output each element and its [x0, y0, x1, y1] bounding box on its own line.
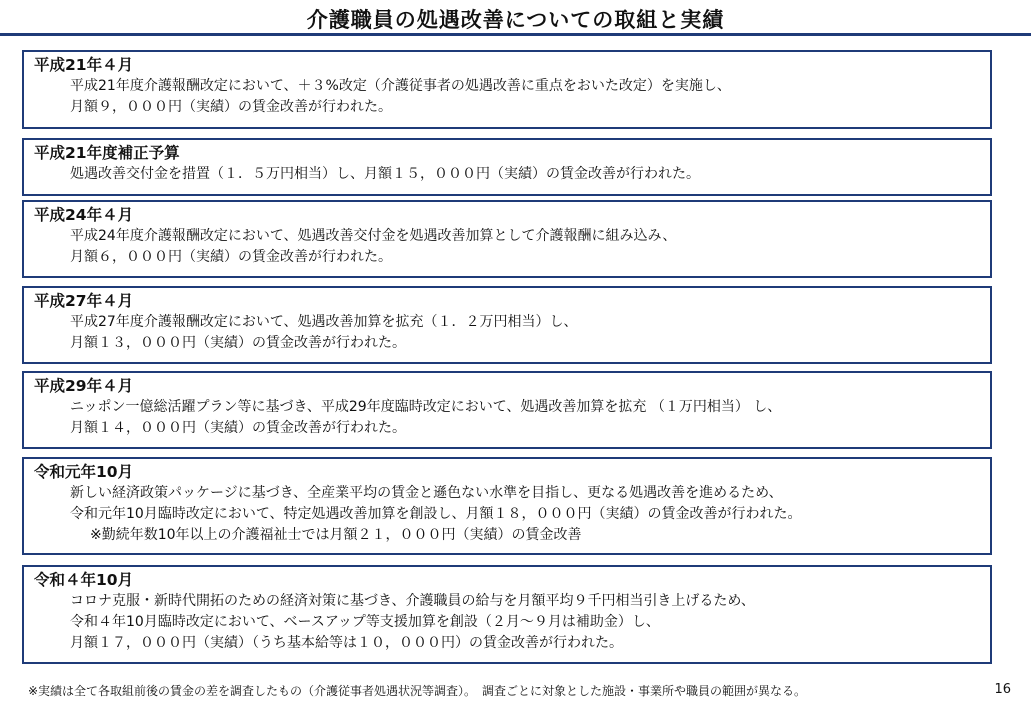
section-heading: 令和４年10月	[34, 571, 134, 589]
section-heading: 平成21年４月	[34, 56, 134, 74]
section-heading: 平成21年度補正予算	[34, 144, 180, 162]
section-line: 処遇改善交付金を措置（１．５万円相当）し、月額１５，０００円（実績）の賃金改善が行われた。	[70, 166, 700, 182]
section-heading: 令和元年10月	[34, 463, 134, 481]
section-line: 平成21年度介護報酬改定において、＋３%改定（介護従事者の処遇改善に重点をおいた改定）を実施し、	[70, 78, 731, 94]
section-line: 月額６，０００円（実績）の賃金改善が行われた。	[70, 249, 392, 265]
section-box-h24-april	[22, 200, 992, 278]
section-box-h21-april	[22, 50, 992, 129]
footnote: ※実績は全て各取組前後の賃金の差を調査したもの（介護従事者処遇状況等調査）。 調査ごとに対象とした施設・事業所や職員の範囲が異なる。	[28, 684, 807, 698]
section-line: 平成24年度介護報酬改定において、処遇改善交付金を処遇改善加算として介護報酬に組み込み、	[70, 228, 677, 244]
section-heading: 平成29年４月	[34, 377, 134, 395]
section-note: ※勤続年数10年以上の介護福祉士では月額２１，０００円（実績）の賃金改善	[90, 527, 582, 543]
section-line: 令和元年10月臨時改定において、特定処遇改善加算を創設し、月額１８，０００円（実績）の賃金改善が行われた。	[70, 506, 802, 522]
page-number: 16	[994, 682, 1011, 697]
title-underline	[0, 33, 1031, 36]
section-line: 平成27年度介護報酬改定において、処遇改善加算を拡充（１．２万円相当）し、	[70, 314, 578, 330]
page-title: 介護職員の処遇改善についての取組と実績	[306, 8, 725, 32]
section-box-r4-october	[22, 565, 992, 664]
section-line: コロナ克服・新時代開拓のための経済対策に基づき、介護職員の給与を月額平均９千円相当引き上げるため、	[70, 593, 755, 609]
section-line: 令和４年10月臨時改定において、ベースアップ等支援加算を創設（２月～９月は補助金）し、	[70, 614, 660, 630]
section-box-h27-april	[22, 286, 992, 364]
section-line: ニッポン一億総活躍プラン等に基づき、平成29年度臨時改定において、処遇改善加算を拡充 （１万円相当） し、	[70, 399, 782, 415]
section-box-h29-april	[22, 371, 992, 449]
section-line: 月額１７，０００円（実績）（うち基本給等は１０，０００円）の賃金改善が行われた。	[70, 635, 623, 651]
section-heading: 平成24年４月	[34, 206, 134, 224]
section-line: 月額９，０００円（実績）の賃金改善が行われた。	[70, 99, 392, 115]
section-heading: 平成27年４月	[34, 292, 134, 310]
section-box-h21-supplementary-budget	[22, 138, 992, 196]
section-line: 月額１４，０００円（実績）の賃金改善が行われた。	[70, 420, 406, 436]
section-line: 新しい経済政策パッケージに基づき、全産業平均の賃金と遜色ない水準を目指し、更なる処遇改善を進めるため、	[70, 485, 783, 501]
section-line: 月額１３，０００円（実績）の賃金改善が行われた。	[70, 335, 406, 351]
section-box-r1-october	[22, 457, 992, 555]
